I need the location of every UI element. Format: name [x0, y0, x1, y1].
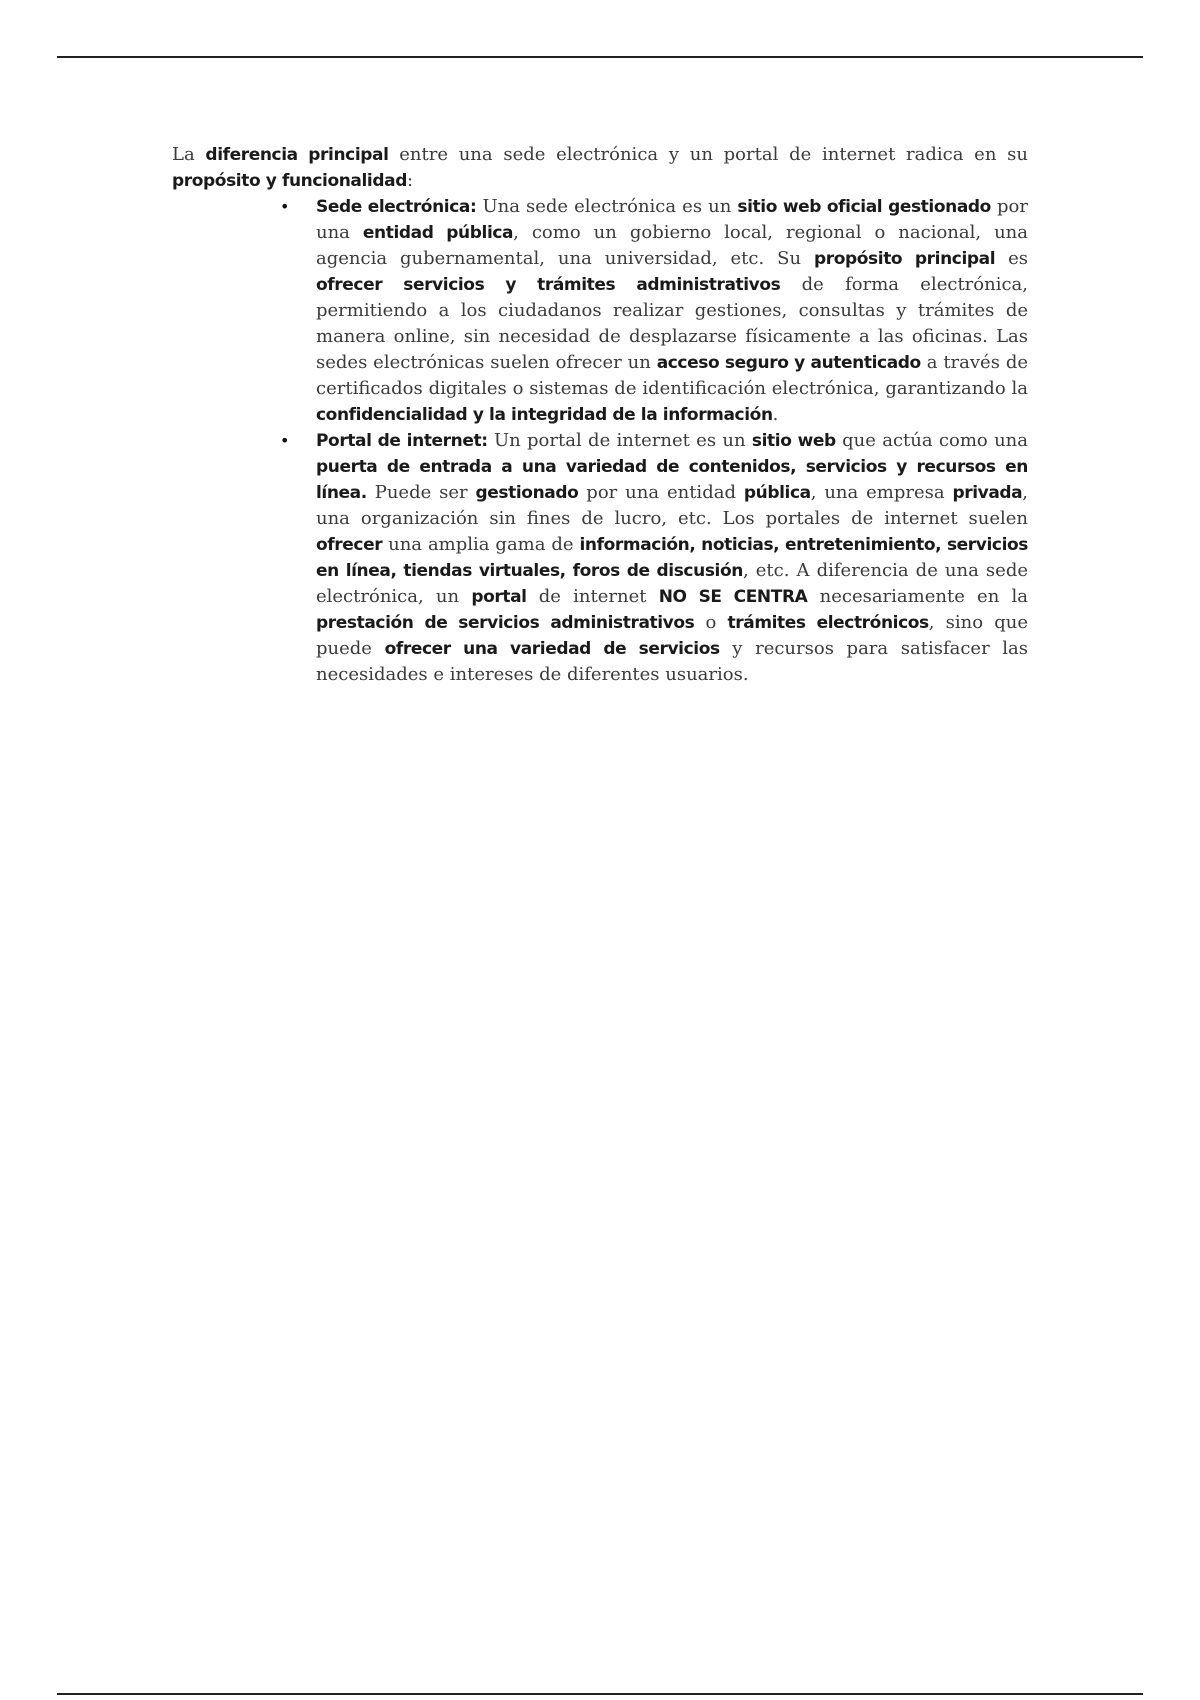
bullet-text [316, 430, 1028, 685]
text-run: , como un gobierno local, regional o nacional, una agencia gubernamental, una universidad, etc. Su [316, 222, 1028, 269]
text-run: de internet [526, 586, 659, 607]
text-run: Un portal de internet es un [487, 430, 752, 451]
bold-text-run: Portal de internet: [316, 431, 488, 451]
text-run: por una entidad [578, 482, 744, 503]
text-run: . [772, 404, 779, 425]
bold-text-run: trámites electrónicos [727, 613, 929, 633]
bold-text-run: pública [743, 483, 811, 503]
text-run: es [995, 248, 1028, 269]
bold-text-run: portal [471, 587, 527, 607]
footer-rule [57, 1693, 1143, 1695]
text-run: , una organización sin fines de lucro, etc. Los portales de internet suelen [316, 482, 1028, 529]
text-run: Una sede electrónica es un [476, 196, 738, 217]
bold-text-run: ofrecer [316, 535, 383, 555]
text-run: por una [316, 196, 1028, 243]
text-run: , sino que puede [316, 612, 1028, 659]
bold-text-run: ofrecer una variedad de servicios [384, 639, 720, 659]
bold-text-run: propósito principal [813, 249, 996, 269]
bold-text-run: sitio web [751, 431, 836, 451]
intro-paragraph [172, 142, 1028, 194]
bold-text-run: información, noticias, entretenimiento, servicios en línea, tiendas virtuales, foros de discusión [316, 535, 1028, 581]
bold-text-run: Sede electrónica: [316, 197, 477, 217]
text-run: entre una sede electrónica y un portal de internet radica en su [388, 144, 1028, 165]
text-run: que actúa como una [835, 430, 1028, 451]
bullet-dot-icon: • [280, 197, 290, 216]
bold-text-run: puerta de entrada a una variedad de contenidos, servicios y recursos en línea. [316, 457, 1028, 503]
bold-text-run: propósito y funcionalidad [172, 171, 407, 191]
text-run: y recursos para satisfacer las necesidades e intereses de diferentes usuarios. [316, 638, 1029, 685]
header-rule [57, 56, 1143, 58]
bold-text-run: privada [952, 483, 1023, 503]
bold-text-run: ofrecer servicios y trámites administrativos [316, 275, 781, 295]
bold-text-run: diferencia principal [205, 145, 389, 165]
bold-text-run: sitio web oficial gestionado [737, 197, 991, 217]
text-run: necesariamente en la [807, 586, 1028, 607]
text-run: una amplia gama de [382, 534, 580, 555]
bold-text-run: entidad pública [362, 223, 514, 243]
bold-text-run: prestación de servicios administrativos [316, 613, 695, 633]
bullet-text [316, 196, 1028, 425]
text-run: o [694, 612, 728, 633]
text-run: La [172, 144, 206, 165]
bullet-dot-icon: • [280, 431, 290, 450]
text-run: : [406, 170, 414, 191]
document-body [172, 142, 1028, 688]
bold-text-run: gestionado [475, 483, 579, 503]
text-run: Puede ser [366, 482, 476, 503]
bullet-item-sede-electronica [280, 194, 1029, 428]
text-run: , etc. A diferencia de una sede electrónica, un [316, 560, 1028, 607]
bold-text-run: confidencialidad y la integridad de la información [316, 405, 773, 425]
bullet-list [172, 194, 1028, 688]
bullet-item-portal-internet [280, 428, 1029, 688]
bold-text-run: acceso seguro y autenticado [656, 353, 921, 373]
bold-text-run: NO SE CENTRA [658, 587, 808, 607]
text-run: de forma electrónica, permitiendo a los ciudadanos realizar gestiones, consultas y trámites de manera online, sin necesidad de desplazarse físicamente a las oficinas. Las sedes electrónicas suelen ofrecer un [316, 274, 1029, 373]
text-run: a través de certificados digitales o sistemas de identificación electrónica, garantizando la [316, 352, 1029, 399]
text-run: , una empresa [810, 482, 953, 503]
